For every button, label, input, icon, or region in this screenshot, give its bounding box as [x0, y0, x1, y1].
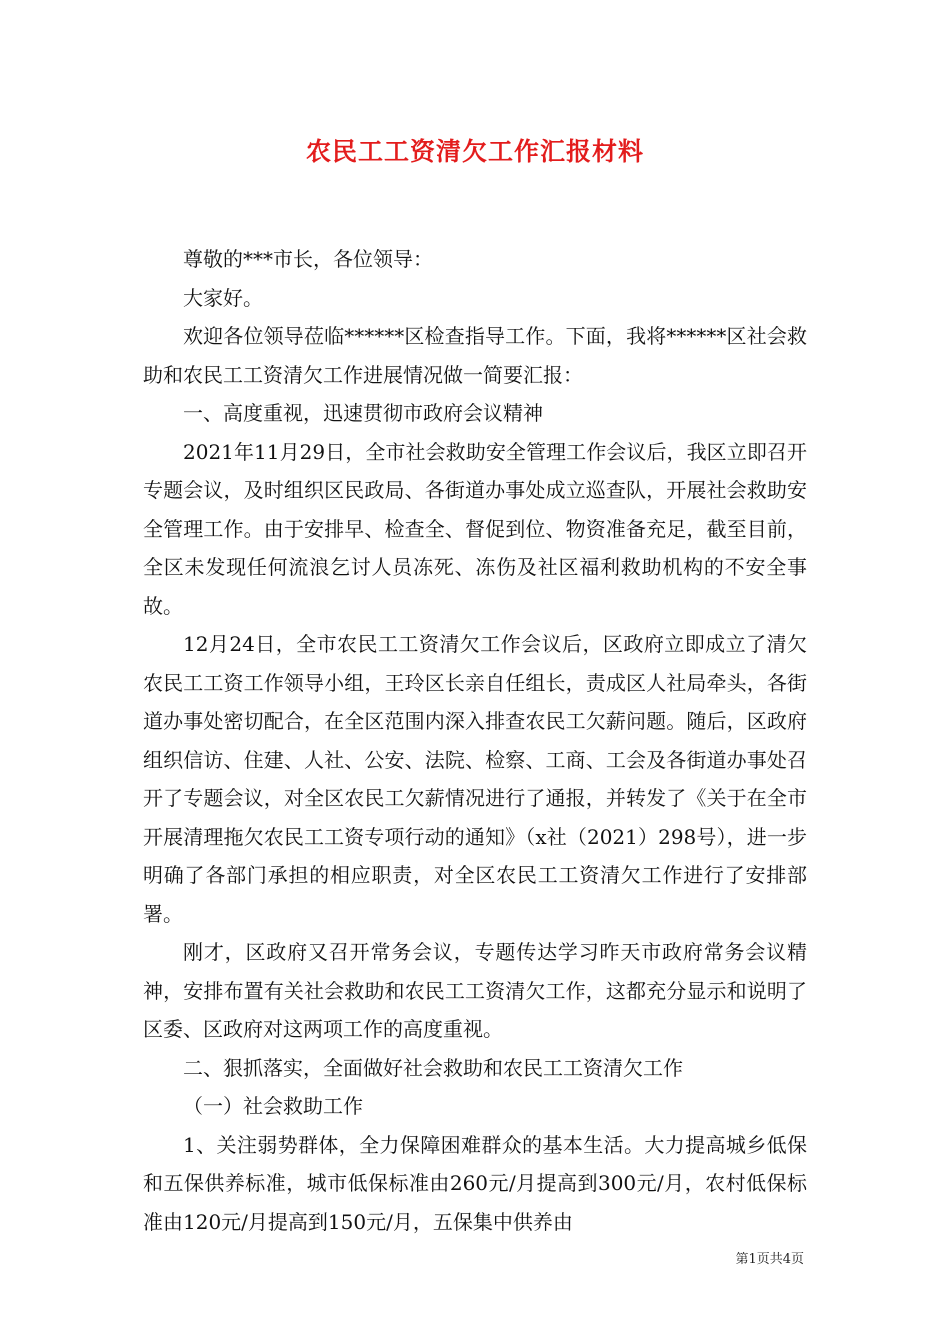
body-paragraph: 刚才，区政府又召开常务会议，专题传达学习昨天市政府常务会议精神，安排布置有关社会救助和农民工工资清欠工作，这都充分显示和说明了区委、区政府对这两项工作的高度重视。 — [143, 940, 807, 1041]
greeting: 大家好。 — [183, 285, 263, 310]
body-paragraph: 12月24日，全市农民工工资清欠工作会议后，区政府立即成立了清欠农民工工资工作领导小组，王玲区长亲自任组长，责成区人社局牵头，各街道办事处密切配合，在全区范围内深入排查农民工欠薪问题。随后，区政府组织信访、住建、人社、公安、法院、检察、工商、工会及各街道办事处召开了专题会议，对全区农民工欠薪情况进行了通报，并转发了《关于在全市开展清理拖欠农民工工资专项行动的通知》（x社（2021）298号），进一步明确了各部门承担的相应职责，对全区农民工工资清欠工作进行了安排部署。 — [143, 632, 807, 926]
body-paragraph: 1、关注弱势群体，全力保障困难群众的基本生活。大力提高城乡低保和五保供养标准，城市低保标准由260元/月提高到300元/月，农村低保标准由120元/月提高到150元/月，五保集中供养由 — [143, 1132, 807, 1234]
section-heading-2: 二、狠抓落实，全面做好社会救助和农民工工资清欠工作 — [183, 1055, 683, 1080]
section-heading-1: 一、高度重视，迅速贯彻市政府会议精神 — [183, 401, 543, 425]
salutation: 尊敬的***市长，各位领导： — [183, 247, 433, 271]
intro-paragraph: 欢迎各位领导莅临******区检查指导工作。下面，我将******区社会救助和农民工工资清欠工作进展情况做一简要汇报： — [143, 324, 807, 387]
page-footer: 第1页共4页 — [735, 1252, 804, 1267]
subsection-heading: （一）社会救助工作 — [183, 1094, 363, 1118]
document-body — [143, 240, 807, 1241]
document-title: 农民工工资清欠工作汇报材料 — [305, 137, 644, 166]
body-paragraph: 2021年11月29日，全市社会救助安全管理工作会议后，我区立即召开专题会议，及时组织区民政局、各街道办事处成立巡查队，开展社会救助安全管理工作。由于安排早、检查全、督促到位、物资准备充足，截至目前，全区未发现任何流浪乞讨人员冻死、冻伤及社区福利救助机构的不安全事故。 — [143, 439, 807, 618]
